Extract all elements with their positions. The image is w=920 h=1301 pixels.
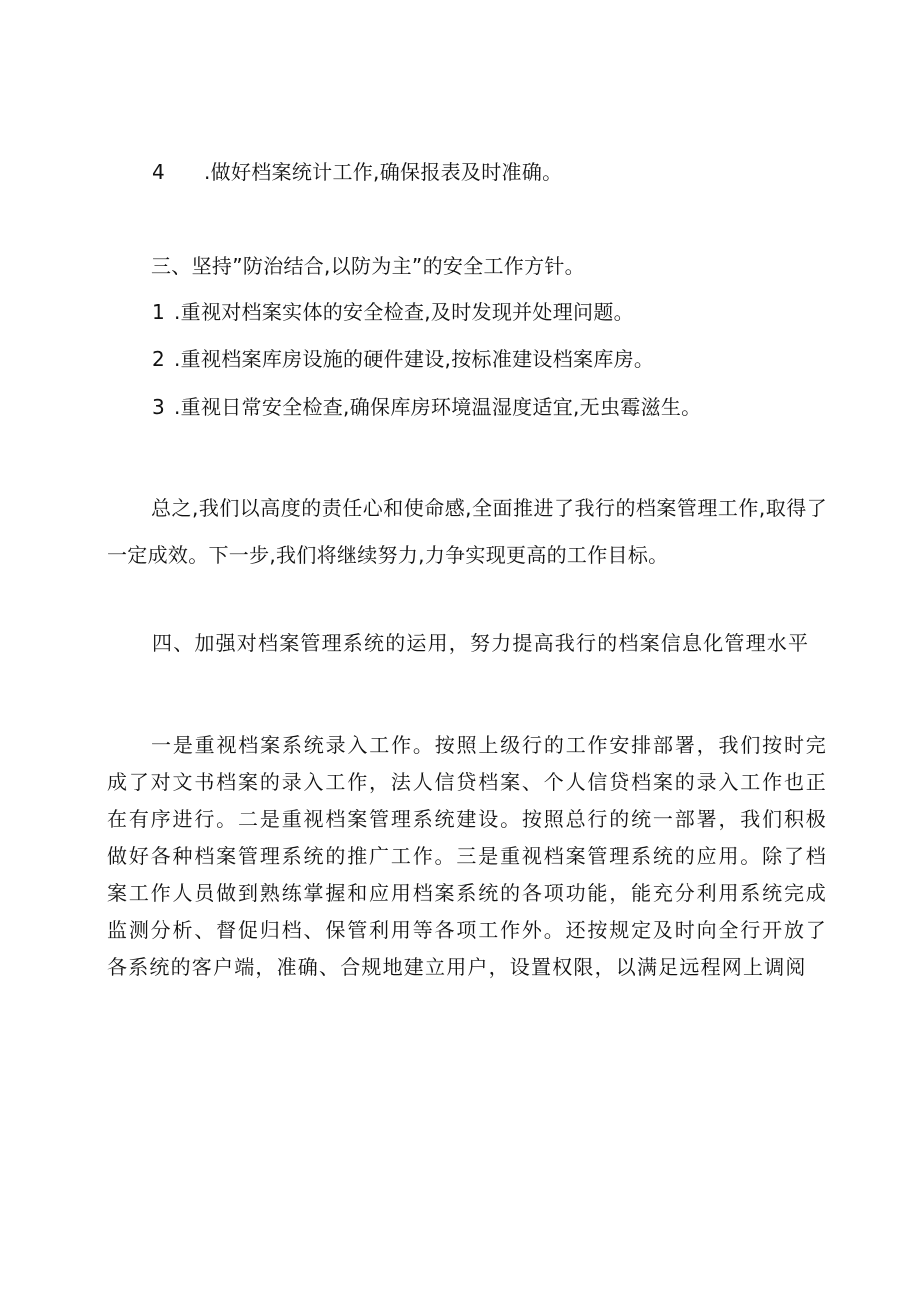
summary-paragraph: 总之,我们以高度的责任心和使命感,全面推进了我行的档案管理工作,取得了一定成效。下一步,我们将继续努力,力争实现更高的工作目标。	[107, 496, 827, 567]
list-item-3	[152, 393, 701, 421]
list-item-text: .重视日常安全检查,确保库房环境温湿度适宜,无虫霉滋生。	[174, 395, 702, 419]
list-item-1	[152, 298, 634, 326]
list-item-4	[152, 158, 562, 186]
list-item-number: 4	[152, 160, 166, 184]
section-four-heading: 四、加强对档案管理系统的运用，努力提高我行的档案信息化管理水平	[152, 631, 810, 655]
list-item-number: 3	[152, 395, 166, 419]
section-three-heading: 三、坚持”防治结合,以防为主”的安全工作方针。	[151, 254, 585, 278]
list-item-number: 1	[152, 300, 166, 324]
list-item-number: 2	[152, 347, 166, 371]
list-item-text: .重视对档案实体的安全检查,及时发现并处理问题。	[174, 300, 634, 324]
list-item-text: .重视档案库房设施的硬件建设,按标准建设档案库房。	[174, 347, 655, 371]
section-four-body: 一是重视档案系统录入工作。按照上级行的工作安排部署，我们按时完成了对文书档案的录入工作，法人信贷档案、个人信贷档案的录入工作也正在有序进行。二是重视档案管理系统建设。按照总行的统一部署，我们积极做好各种档案管理系统的推广工作。三是重视档案管理系统的应用。除了档案工作人员做到熟练掌握和应用档案系统的各项功能，能充分利用系统完成监测分析、督促归档、保管利用等各项工作外。还按规定及时向全行开放了各系统的客户端，准确、合规地建立用户，设置权限，以满足远程网上调阅	[107, 733, 827, 979]
list-item-2	[152, 345, 654, 373]
list-item-text: .做好档案统计工作,确保报表及时准确。	[204, 160, 563, 184]
